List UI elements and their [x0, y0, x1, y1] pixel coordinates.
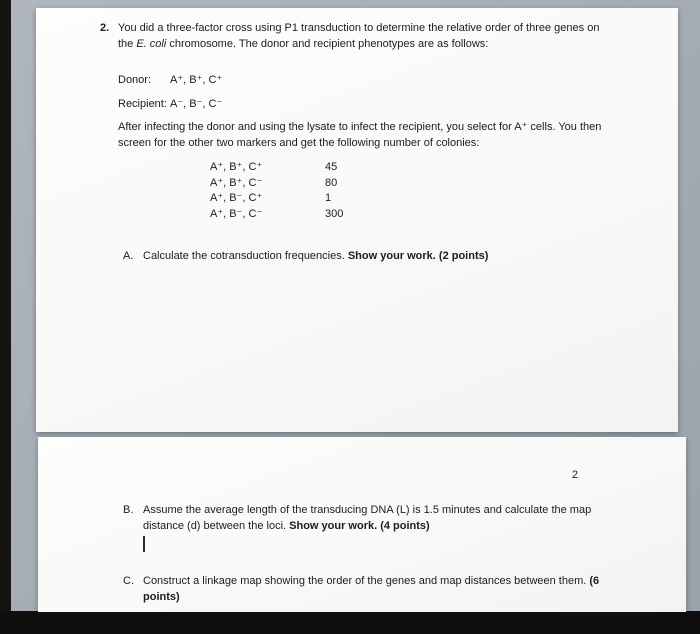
part-a-text [143, 249, 610, 265]
page1-content [36, 8, 678, 265]
document-page-2 [38, 437, 686, 612]
donor-label: Donor: [118, 74, 152, 86]
colony-row [210, 176, 610, 192]
text-cursor-mark [143, 536, 145, 552]
scan-edge-left [0, 0, 11, 634]
colony-genotype: A⁺, B⁻, C⁻ [210, 207, 263, 220]
part-a-label: A. [123, 250, 134, 262]
question-2-block [100, 21, 678, 265]
part-a-block [123, 249, 610, 265]
colony-count: 80 [325, 176, 338, 189]
colony-count: 45 [325, 161, 338, 173]
page-number: 2 [571, 469, 578, 481]
question-body [118, 21, 610, 265]
part-b-block [123, 503, 623, 534]
part-a-points: Show your work. (2 points) [347, 250, 489, 262]
part-b-points: Show your work. (4 points) [289, 519, 430, 532]
donor-genotype: A⁺, B⁺, C⁺ [170, 74, 223, 86]
infection-paragraph: After infecting the donor and using the lysate to infect the recipient, you select for A⁺ cells. You then screen for the other two markers and get the following number of colonies: [118, 121, 602, 149]
part-b-text [143, 503, 623, 534]
part-c-question: Construct a linkage map showing the order of the genes and map distances between them. [143, 575, 590, 587]
document-page-1 [36, 8, 678, 432]
part-c-points: (6 points) [143, 575, 600, 603]
intro-text-after: chromosome. The donor and recipient phenotypes are as follows: [166, 37, 489, 50]
part-c-label: C. [123, 575, 134, 587]
question-number: 2. [100, 22, 110, 34]
donor-line [118, 73, 610, 89]
recipient-label: Recipient: [118, 97, 167, 110]
part-b-label: B. [123, 504, 134, 516]
colony-row [210, 160, 610, 176]
part-a-question: Calculate the cotransduction frequencies. [143, 250, 348, 262]
colony-row [210, 191, 610, 207]
colony-row [210, 207, 610, 223]
colony-genotype: A⁺, B⁺, C⁺ [210, 161, 263, 173]
recipient-genotype: A⁻, B⁻, C⁻ [170, 97, 223, 110]
intro-text-before: You did a three-factor cross using P1 transduction to determine the relative order of three genes on the [118, 22, 600, 50]
colony-genotype: A⁺, B⁻, C⁺ [210, 192, 263, 204]
colony-genotype: A⁺, B⁺, C⁻ [210, 176, 263, 189]
colony-count: 300 [325, 207, 344, 220]
colony-count-table [210, 160, 610, 222]
scan-edge-bottom [0, 611, 700, 634]
intro-species-italic: E. coli [136, 37, 167, 50]
part-b-question: Assume the average length of the transducing DNA (L) is 1.5 minutes and calculate the map distance (d) between the loci. [143, 504, 592, 532]
part-c-block [123, 574, 623, 605]
recipient-line [118, 97, 610, 113]
part-c-text [143, 574, 623, 605]
colony-count: 1 [325, 192, 332, 204]
question-intro-paragraph [118, 21, 610, 52]
